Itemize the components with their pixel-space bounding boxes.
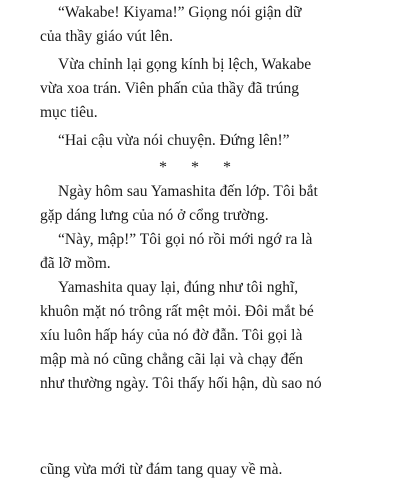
text-line: xíu luôn hấp háy của nó đờ đẫn. Tôi gọi là (40, 327, 303, 344)
text-line: “Wakabe! Kiyama!” Giọng nói giận dữ (58, 4, 302, 21)
text-line: mập mà nó cũng chẳng cãi lại và chạy đến (40, 351, 303, 368)
text-line: Ngày hôm sau Yamashita đến lớp. Tôi bắt (58, 183, 318, 200)
text-line: như thường ngày. Tôi thấy hối hận, dù sao nó (40, 375, 322, 392)
text-line: cũng vừa mới từ đám tang quay về mà. (40, 461, 283, 478)
text-line: Yamashita quay lại, đúng như tôi nghĩ, (58, 279, 299, 296)
text-line: mục tiêu. (40, 104, 98, 121)
text-line: đã lỡ mồm. (40, 255, 111, 272)
text-line: của thầy giáo vút lên. (40, 28, 173, 45)
text-line: gặp dáng lưng của nó ở cổng trường. (40, 207, 269, 224)
text-line: “Hai cậu vừa nói chuyện. Đứng lên!” (58, 132, 290, 149)
text-line: “Này, mập!” Tôi gọi nó rồi mới ngớ ra là (58, 231, 313, 248)
section-divider: * * * (159, 159, 241, 176)
text-line: Vừa chỉnh lại gọng kính bị lệch, Wakabe (58, 56, 312, 73)
text-line: khuôn mặt nó trông rất mệt mỏi. Đôi mắt bé (40, 303, 314, 320)
text-line: vừa xoa trán. Viên phấn của thầy đã trúng (40, 80, 299, 97)
